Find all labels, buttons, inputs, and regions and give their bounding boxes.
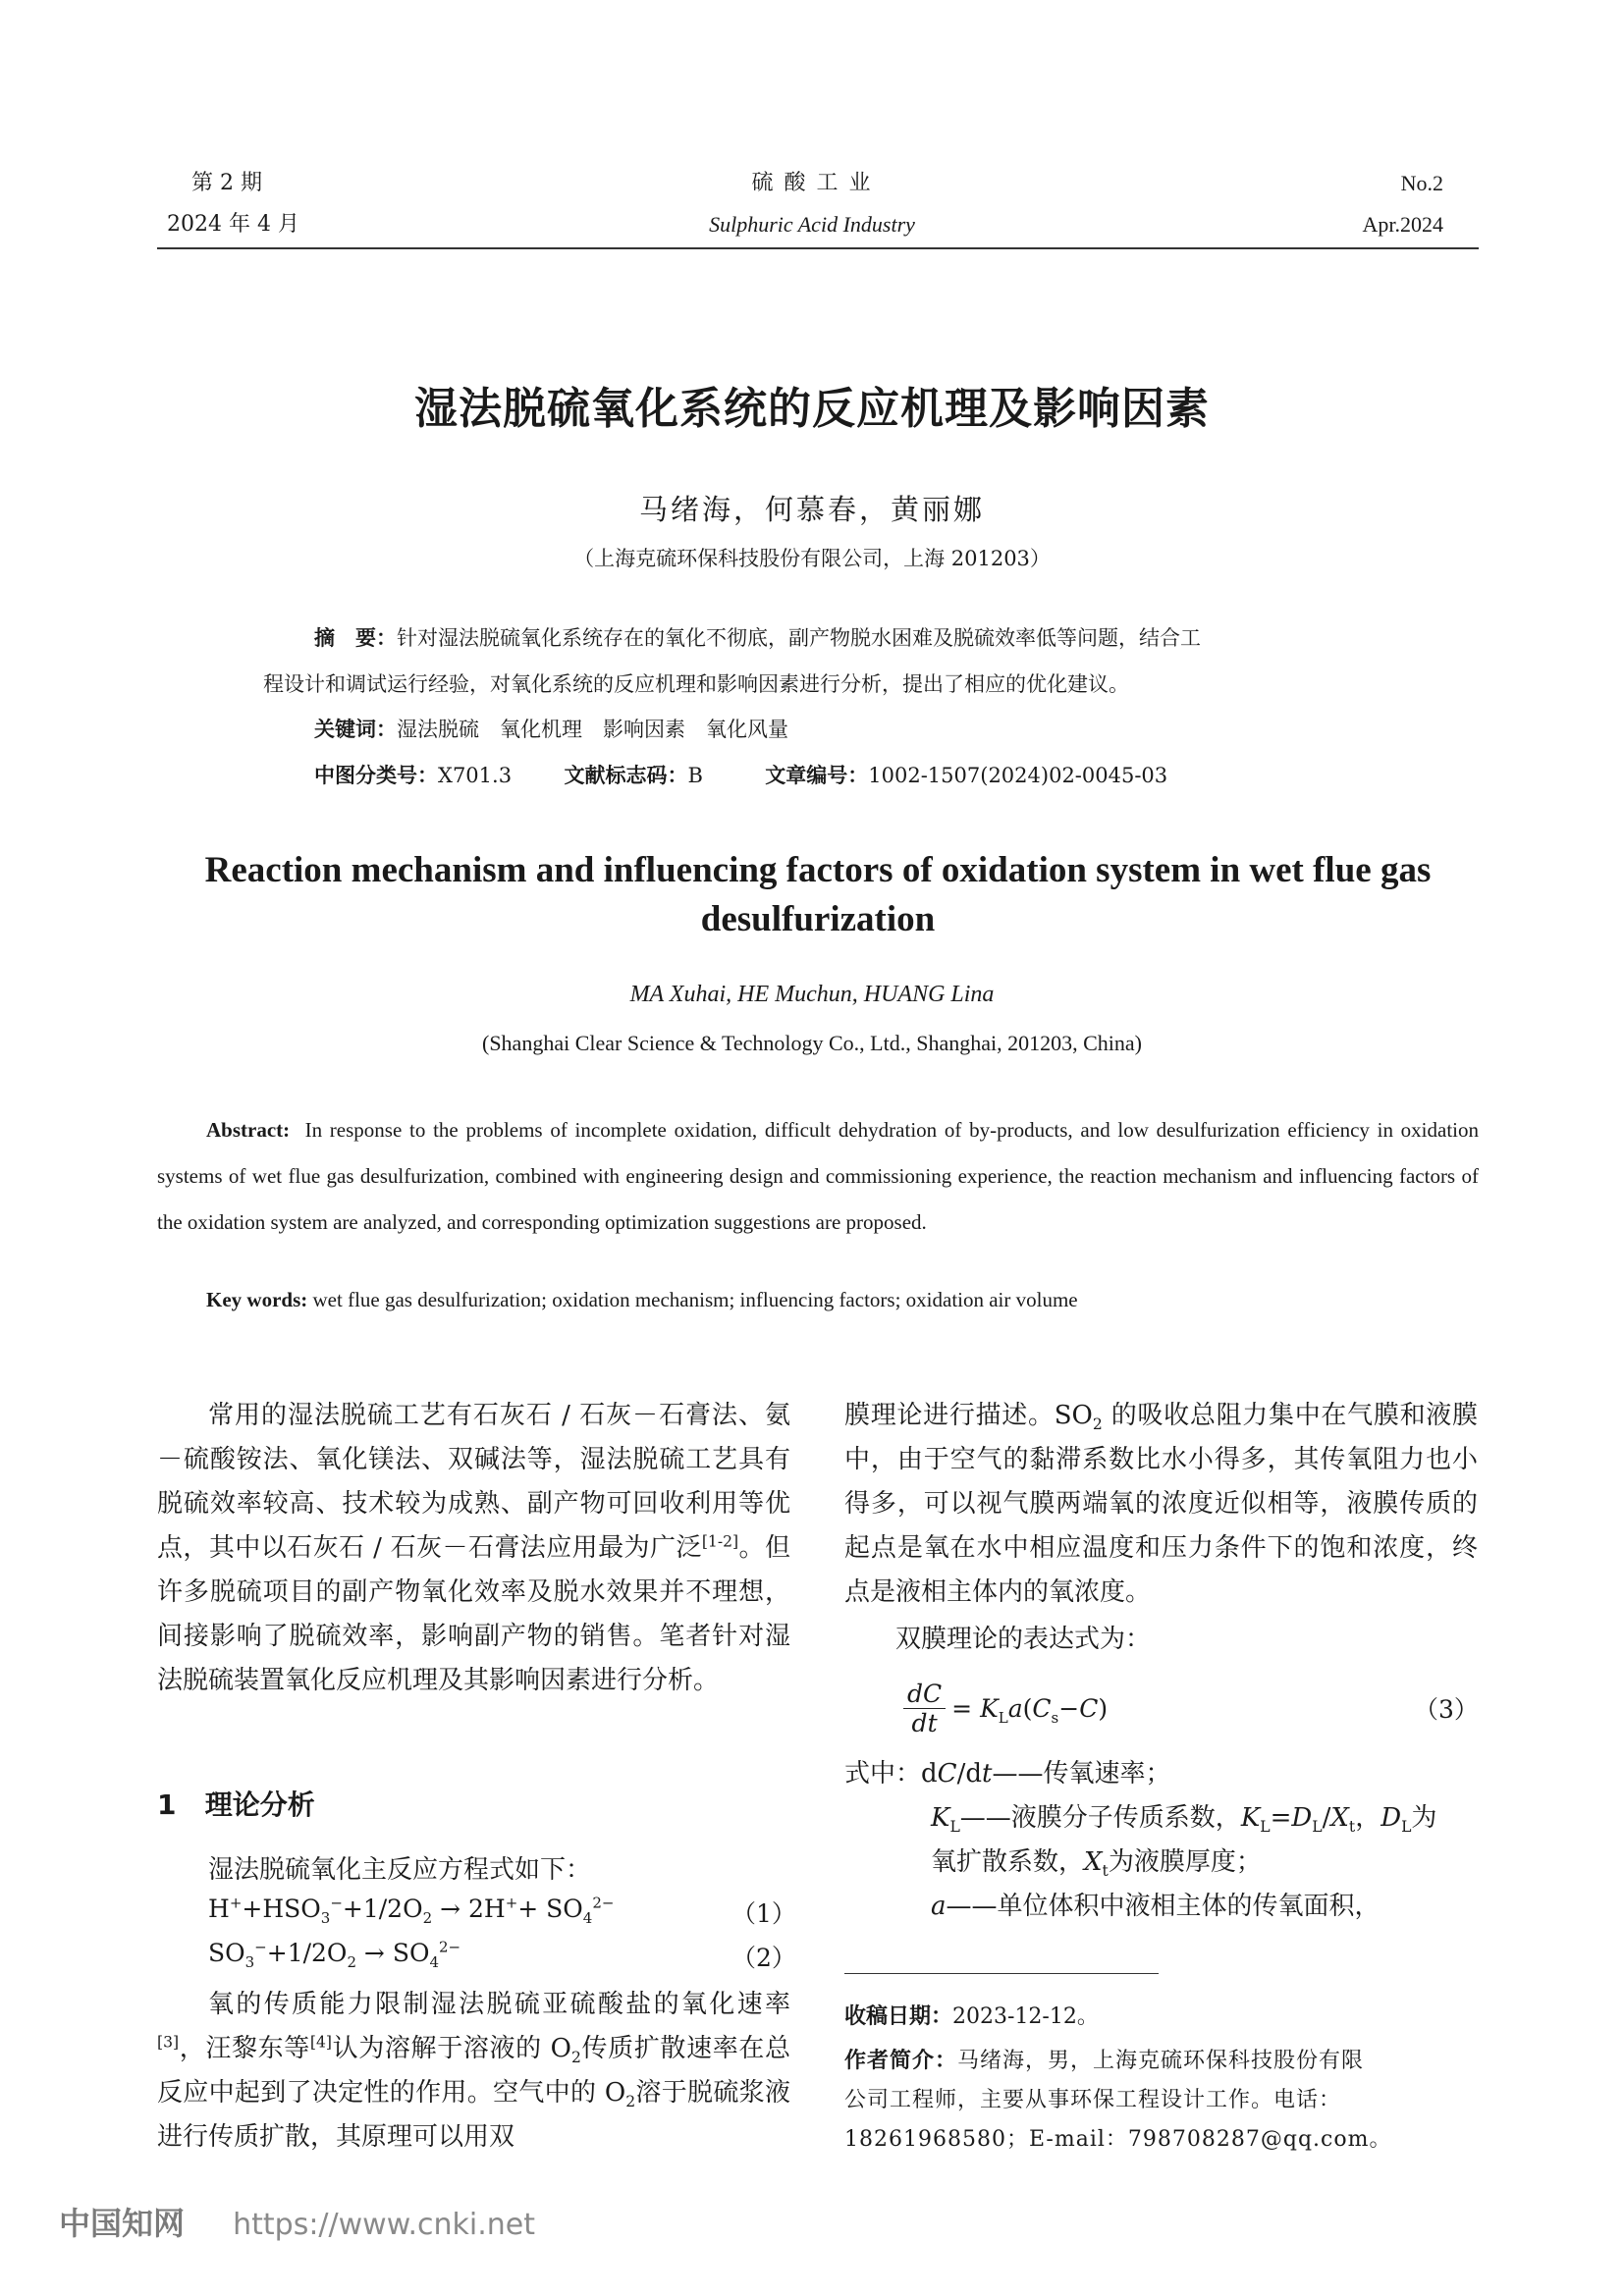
paper-title-en: Reaction mechanism and influencing factors of oxidation system in wet flue gas desulfurization (204, 850, 1432, 939)
author-bio (844, 2042, 1483, 2160)
date-cn: 2024 年 4 月 (167, 212, 299, 237)
definition-1-text: ——传氧速率； (992, 1759, 1171, 1789)
para2-text-e: 溶于脱硫浆液进行传质扩散，其原理可以用双 (157, 2078, 790, 2152)
definition-2-text-c: 氧扩散系数， (931, 1847, 1085, 1877)
equation-2: $SO_3^-+1/2O_2 \to SO_4^{2-}$ (208, 1938, 461, 1971)
equation-3: $\frac{dC}{dt}$ = $K_La(C_s-C)$ (903, 1669, 1108, 1747)
doc-code-value: B (687, 764, 703, 787)
equation-1-number: （1） (731, 1899, 796, 1928)
definition-3-text: ——单位体积中液相主体的传氧面积， (946, 1892, 1380, 1921)
journal-name-en: Sulphuric Acid Industry (709, 212, 915, 237)
definition-kl-cont: 氧扩散系数，$X_t$为液膜厚度； (931, 1847, 1262, 1881)
abstract-cn-text1: 针对湿法脱硫氧化系统存在的氧化不彻底，副产物脱水困难及脱硫效率低等问题，结合工 (397, 626, 1201, 650)
equation-2-number: （2） (731, 1944, 796, 1972)
citation-1-2: [1-2] (701, 1532, 739, 1551)
footnote-rule (844, 1973, 1159, 1974)
keywords-cn-label: 关键词： (314, 718, 397, 741)
citation-4: [4] (309, 2033, 333, 2052)
received-value: 2023-12-12。 (952, 2004, 1099, 2029)
article-no-value: 1002-1507(2024)02-0045-03 (868, 764, 1168, 787)
definition-kl: $K_L——$液膜分子传质系数，$K_L=D_L/X_t$，$D_L$为 (931, 1803, 1437, 1837)
author-bio-line2: 公司工程师，主要从事环保工程设计工作。电话： (844, 2088, 1342, 2112)
section-number: 1 (157, 1789, 177, 1821)
author-bio-line1: 马绪海，男，上海克硫环保科技股份有限 (957, 2049, 1365, 2073)
abstract-cn-line1 (314, 621, 1424, 655)
equation-3-number: （3） (1414, 1695, 1479, 1724)
keywords-cn (314, 713, 1424, 746)
section-heading-1 (157, 1784, 315, 1823)
affiliation-en: (Shanghai Clear Science & Technology Co., Ltd., Shanghai, 201203, China) (482, 1031, 1142, 1055)
issue-cn: 第 2 期 (191, 171, 262, 195)
definition-2-text-d: 为液膜厚度； (1108, 1847, 1262, 1877)
where-label: 式中： (844, 1759, 922, 1789)
author-bio-line3: 18261968580；E-mail：798708287@qq.com。 (844, 2127, 1392, 2152)
header-rule (157, 247, 1479, 249)
abstract-en-text: In response to the problems of incomplete oxidation, difficult dehydration of by-products, and low desulfurization efficiency in oxidation systems of wet flue gas desulfurization, combined with engineering design and commissioning experience, the reaction mechanism and influencing factors of the oxidation system are analyzed, and corresponding optimization suggestions are proposed. (157, 1118, 1480, 1234)
para2-text-c: 认为溶解于溶液的 O (332, 2034, 571, 2063)
clc-label: 中图分类号： (314, 764, 438, 787)
received-date (844, 1998, 1483, 2037)
received-label: 收稿日期： (844, 2004, 953, 2029)
cnki-url: https://www.cnki.net (233, 2208, 536, 2242)
keywords-en-text: wet flue gas desulfurization; oxidation mechanism; influencing factors; oxidation air volume (312, 1288, 1078, 1311)
section-title: 理论分析 (204, 1789, 315, 1821)
cnki-watermark (59, 2199, 535, 2244)
keywords-cn-text: 湿法脱硫 氧化机理 影响因素 氧化风量 (397, 718, 788, 741)
journal-name-cn: 硫 酸 工 业 (751, 171, 873, 195)
dc-dt-fraction: $\frac{dC}{dt}$ (903, 1680, 946, 1737)
para1-text-b: 的吸收总阻力集中在气膜和液膜中，由于空气的黏滞系数比水小得多，其传氧阻力也小得多，可以视气膜两端氧的浓度近似相等，液膜传质的起点是氧在水中相应温度和压力条件下的饱和浓度，终点是液相主体内的氧浓度。 (844, 1401, 1478, 1607)
authors-en: MA Xuhai, HE Muchun, HUANG Lina (629, 982, 995, 1007)
definition-a: a——单位体积中液相主体的传氧面积， (931, 1892, 1380, 1921)
cnki-logo: 中国知网 (59, 2205, 186, 2242)
abstract-cn-text2: 程设计和调试运行经验，对氧化系统的反应机理和影响因素进行分析，提出了相应的优化建议。 (263, 672, 1129, 696)
citation-3: [3] (157, 2033, 180, 2052)
paper-title-cn: 湿法脱硫氧化系统的反应机理及影响因素 (414, 384, 1210, 434)
abstract-cn-label: 摘 要： (314, 626, 397, 650)
definition-2-text-b: 为 (1411, 1803, 1437, 1833)
para1-text-a: 膜理论进行描述。SO (844, 1401, 1093, 1430)
abstract-en (157, 1107, 1479, 1246)
equation-intro-left: 湿法脱硫氧化主反应方程式如下： (208, 1855, 592, 1885)
classification-line (314, 759, 1424, 792)
oxygen-transfer-paragraph: 氧的传质能力限制湿法脱硫亚硫酸盐的氧化速率[3]，汪黎东等[4]认为溶解于溶液的 $O_2$传质扩散速率在总反应中起到了决定性的作用。空气中的 $O_2$溶于脱硫浆液进行传质扩散，其原理可以用双 (157, 1990, 790, 2152)
authors-cn: 马绪海，何慕春，黄丽娜 (638, 493, 985, 526)
definition-2-text-a: ——液膜分子传质系数， (959, 1803, 1241, 1833)
author-bio-label: 作者简介： (844, 2049, 958, 2073)
para2-text-d: 传质扩散速率在总反应中起到了决定性的作用。空气中的 O (157, 2034, 790, 2108)
abstract-en-label: Abstract: (206, 1118, 291, 1142)
clc-value: X701.3 (438, 764, 513, 787)
keywords-en-label: Key words: (206, 1288, 308, 1311)
doc-code-label: 文献标志码： (564, 764, 688, 787)
issue-en: No.2 (1400, 171, 1443, 195)
two-film-paragraph: 膜理论进行描述。$SO_2$ 的吸收总阻力集中在气膜和液膜中，由于空气的黏滞系数比水小得多，其传氧阻力也小得多，可以视气膜两端氧的浓度近似相等，液膜传质的起点是氧在水中相应温度和压力条件下的饱和浓度，终点是液相主体内的氧浓度。 (844, 1401, 1478, 1607)
definition-dcdt: 式中：dC/dt——传氧速率； (844, 1759, 1171, 1789)
para2-text-a: 氧的传质能力限制湿法脱硫亚硫酸盐的氧化速率 (208, 1990, 790, 2019)
affiliation-cn: （上海克硫环保科技股份有限公司，上海 201203） (573, 547, 1051, 570)
date-en: Apr.2024 (1362, 212, 1443, 237)
para2-text-b: ，汪黎东等 (179, 2034, 310, 2063)
equation-intro-right: 双膜理论的表达式为： (895, 1625, 1152, 1654)
keywords-en (206, 1288, 1479, 1312)
intro-text-b: 。但许多脱硫项目的副产物氧化效率及脱水效果并不理想，间接影响了脱硫效率，影响副产物的销售。笔者针对湿法脱硫装置氧化反应机理及其影响因素进行分析。 (157, 1533, 790, 1695)
intro-text-a: 常用的湿法脱硫工艺有石灰石 / 石灰－石膏法、氨－硫酸铵法、氧化镁法、双碱法等，湿法脱硫工艺具有脱硫效率较高、技术较为成熟、副产物可回收利用等优点，其中以石灰石 / 石灰－石膏法应用最为广泛 (157, 1401, 790, 1563)
article-no-label: 文章编号： (765, 764, 869, 787)
intro-paragraph (157, 1394, 790, 1703)
equation-1: $H^++HSO_3^-+1/2O_2 \to 2H^++ SO_4^{2-}$ (208, 1894, 615, 1927)
